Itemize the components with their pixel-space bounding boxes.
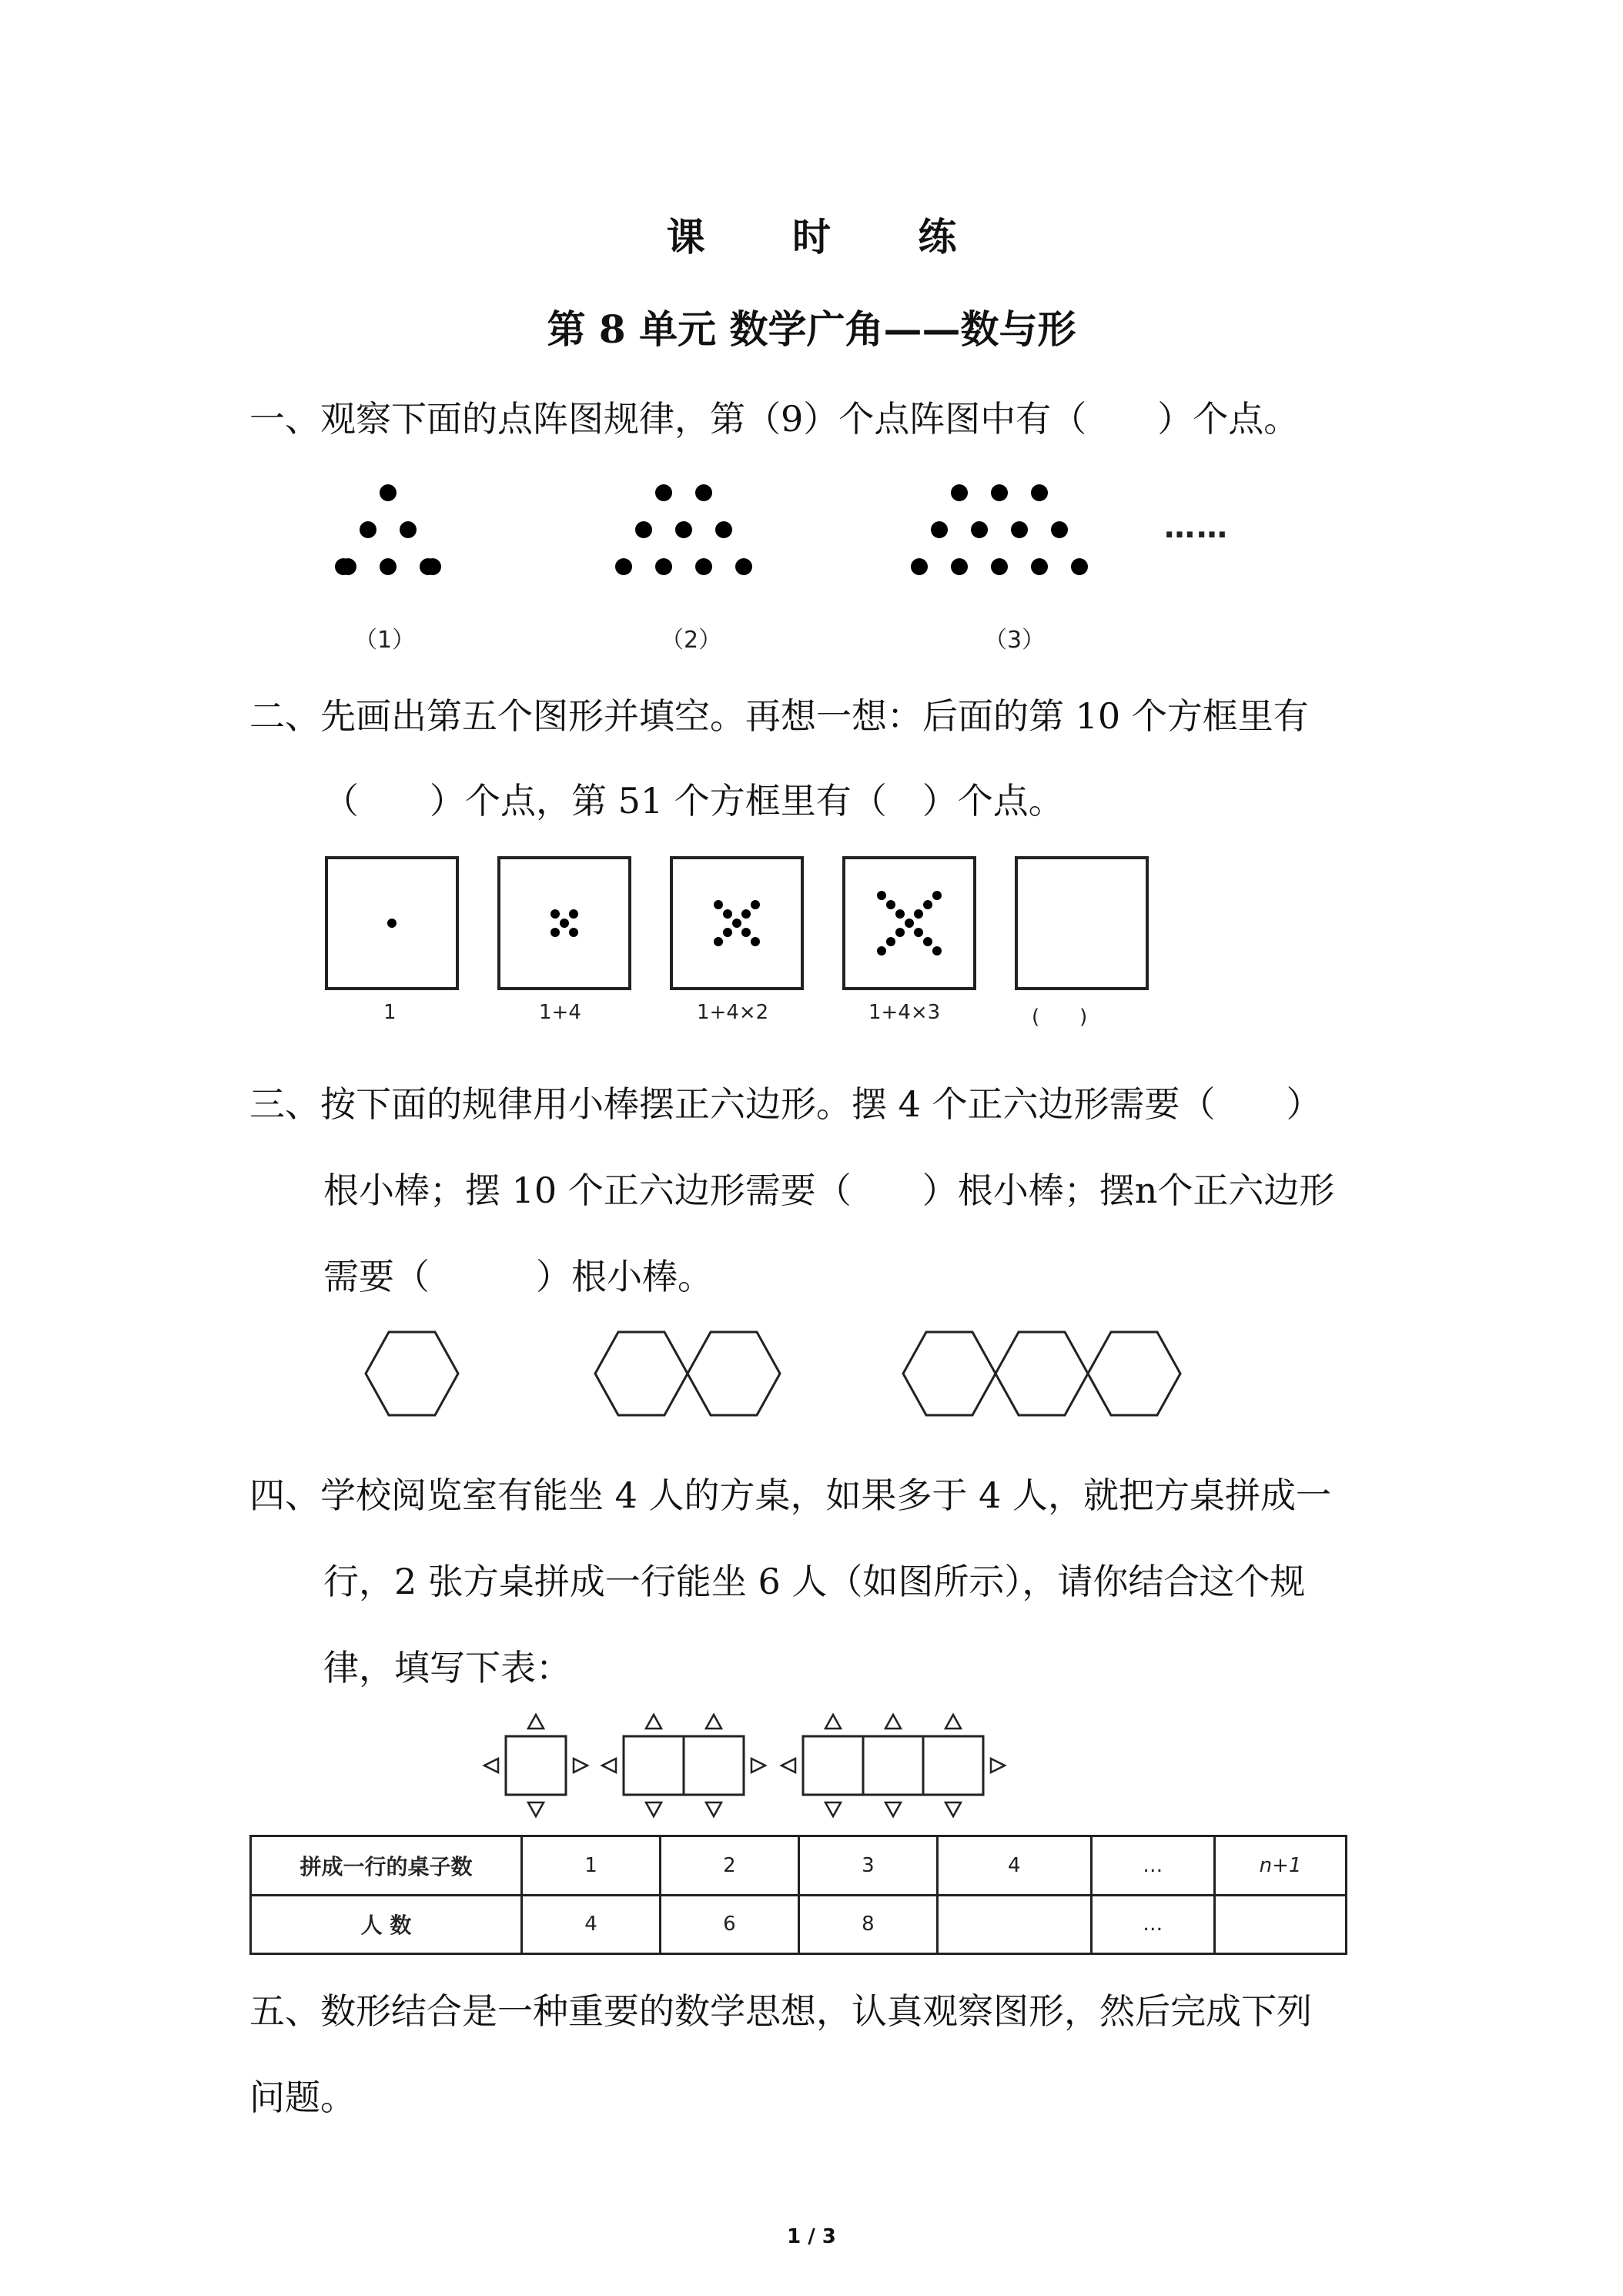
table-cell: 4: [521, 1895, 660, 1954]
pattern-ellipsis: ……: [1164, 510, 1229, 545]
square-label-1: 1: [383, 1001, 397, 1024]
square-label-2: 1+4: [539, 1001, 581, 1024]
hexagon-stick-patterns: [354, 1318, 1201, 1434]
question-3-line-1: 三、按下面的规律用小棒摆正六边形。摆 4 个正六边形需要（ ）: [249, 1083, 1322, 1125]
table-cell: 1: [521, 1836, 660, 1896]
question-1-text: 一、观察下面的点阵图规律，第（9）个点阵图中有（ ）个点。: [249, 398, 1300, 440]
table-cell: …: [1091, 1895, 1215, 1954]
pattern-label-1: （1）: [354, 627, 416, 654]
tables-seats-table: [249, 1835, 1347, 1955]
square-label-4: 1+4×3: [868, 1001, 941, 1024]
answer-cell[interactable]: [937, 1895, 1091, 1954]
header-cell-people: 人 数: [251, 1895, 522, 1954]
question-4-line-3: 律，填写下表：: [323, 1647, 571, 1689]
square-label-3: 1+4×2: [697, 1001, 769, 1024]
dot-square-patterns: [323, 853, 1170, 999]
question-3-line-3: 需要（ ）根小棒。: [323, 1256, 713, 1297]
header-cell-tables: 拼成一行的桌子数: [251, 1836, 522, 1896]
question-5-line-2: 问题。: [249, 2077, 356, 2118]
table-cell: n+1: [1215, 1836, 1347, 1896]
table-cell: 4: [937, 1836, 1091, 1896]
question-4-line-2: 行，2 张方桌拼成一行能坐 6 人（如图所示），请你结合这个规: [323, 1561, 1306, 1602]
square-label-5: ( ): [1032, 1006, 1088, 1029]
table-row-tables: [251, 1836, 1347, 1896]
table-cell: …: [1091, 1836, 1215, 1896]
dot-triangle-patterns: [308, 470, 1270, 585]
question-5-line-1: 五、数形结合是一种重要的数学思想，认真观察图形，然后完成下列: [249, 1990, 1312, 2032]
table-cell: 6: [660, 1895, 798, 1954]
pattern-label-3: （3）: [984, 627, 1046, 654]
pattern-label-2: （2）: [661, 627, 722, 654]
question-4-line-1: 四、学校阅览室有能坐 4 人的方桌，如果多于 4 人，就把方桌拼成一: [249, 1474, 1332, 1516]
question-3-line-2: 根小棒；摆 10 个正六边形需要（ ）根小棒；摆n个正六边形: [323, 1170, 1335, 1211]
page-title: 课 时 练: [666, 214, 994, 259]
unit-subtitle: 第 8 单元 数学广角——数与形: [547, 306, 1076, 352]
table-cell: 8: [798, 1895, 937, 1954]
table-cell: 2: [660, 1836, 798, 1896]
question-2-line-1: 二、先画出第五个图形并填空。再想一想：后面的第 10 个方框里有: [249, 695, 1309, 737]
question-2-line-2: （ ）个点，第 51 个方框里有（ ）个点。: [323, 780, 1064, 822]
answer-cell[interactable]: [1215, 1895, 1347, 1954]
table-row-people: [251, 1895, 1347, 1954]
page-number: 1 / 3: [787, 2225, 836, 2248]
table-cell: 3: [798, 1836, 937, 1896]
table-arrangement-figure: [462, 1705, 1016, 1821]
